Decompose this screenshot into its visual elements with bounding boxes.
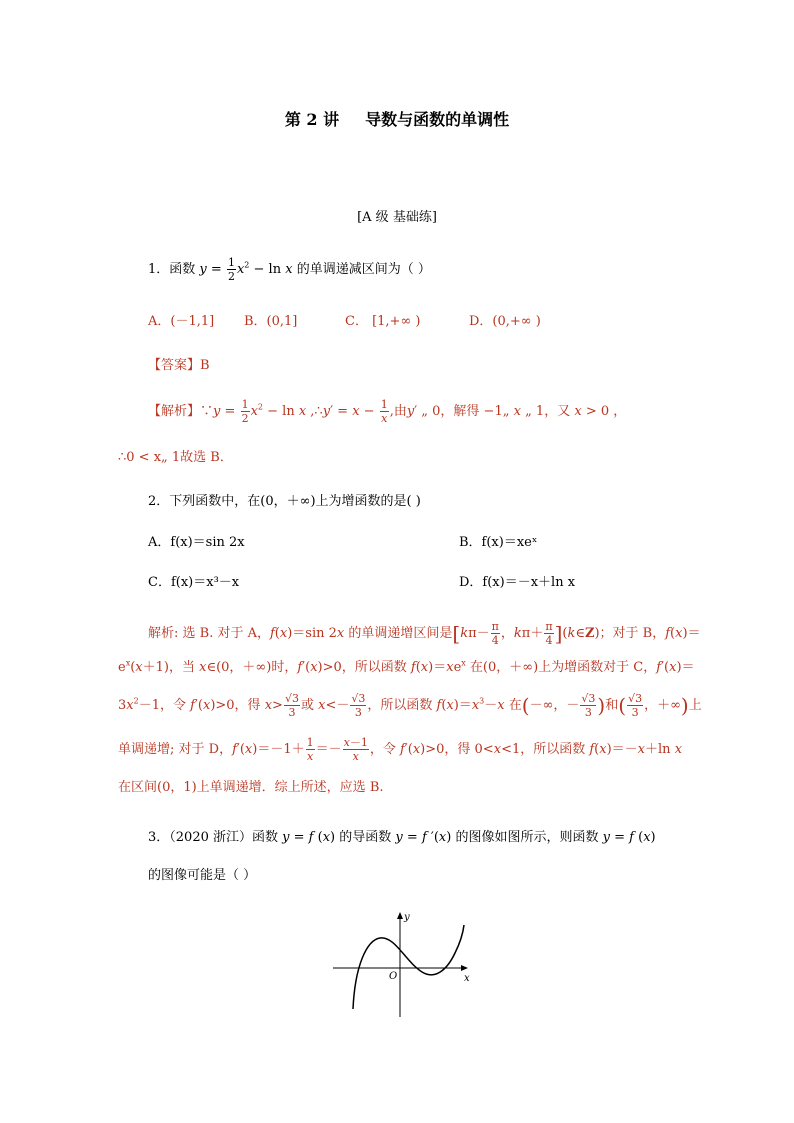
page-title	[0, 107, 794, 130]
q1-option-c: C． [1,+∞ )	[345, 314, 421, 329]
q3-stem-line1: 3．（2020 浙江）函数 y = f (x) 的导函数 y = f ′(x) 的图像如图所示，则函数 y = f (x)	[148, 830, 656, 845]
y-axis-arrow	[397, 912, 403, 919]
q2-explanation-line5: 在区间(0，1)上单调递增．综上所述，应选 B.	[118, 780, 384, 795]
q1-stem: 1．函数 y = $\frac{1}{2}$ $x^2 - \ln x$ 的单调递减区间为（ ）	[148, 256, 431, 283]
q2-explanation-line3: $3x^2-1$，令 f′(x)>0，得 x> $\frac{√3}{3}$ 或 x<－ $\frac{√3}{3}$ ，所以函数 $f(x)=x^3-x$ 在(－∞，－ $\frac{√3}{3}$ )和( $\frac{√3}{3}$ ，＋∞)上	[118, 692, 702, 719]
q2-option-a: A．f(x)＝sin 2x	[148, 535, 245, 550]
section-heading: [A 级 基础练]	[357, 210, 437, 225]
derivative-graph	[325, 905, 475, 1025]
q2-explanation-line2: $e^x(x+1)$，当 x∈(0，＋∞)时，f′(x)>0，所以函数 $f(x)=xe^x$ 在(0，＋∞)上为增函数对于 C，f′(x)＝	[118, 658, 695, 675]
lecture-topic: 导数与函数的单调性	[365, 110, 510, 129]
lecture-number: 第 2 讲	[284, 110, 340, 129]
q2-stem: 2．下列函数中，在(0，＋∞)上为增函数的是( )	[148, 494, 421, 509]
graph-origin-label: O	[389, 971, 398, 982]
q1-answer: 【答案】B	[148, 358, 210, 373]
q3-stem-post: 的图像如图所示，则函数	[455, 830, 599, 845]
q1-explanation-label: 【解析】	[148, 404, 201, 419]
q2-explanation-line1: 解析: 选 B. 对于 A，f(x)＝sin 2x 的单调递增区间是[kπ－ $\frac{\pi}{4}$ ，kπ＋ $\frac{\pi}{4}$ ](k∈Z)；对于 B，f(x)＝	[148, 620, 701, 647]
graph-x-label: x	[464, 973, 470, 984]
derivative-curve	[353, 925, 464, 1009]
graph-y-label: y	[404, 912, 410, 923]
q2-explanation-line4: 单调递增; 对于 D，f′(x)＝－1＋ $\frac{1}{x}$ ＝－ $\frac{x-1}{x}$ ，令 f′(x)>0，得 0<x<1，所以函数 f(x)＝－x＋ln x	[118, 736, 683, 763]
x-axis-arrow	[461, 965, 468, 971]
q1-explanation-line2: ∴0 < x„ 1故选 B．	[118, 450, 233, 465]
q2-option-b: B．f(x)＝xeˣ	[459, 535, 538, 550]
q1-option-a: A．(－1,1]	[148, 314, 215, 329]
q3-stem-mid: 的导函数	[339, 830, 392, 845]
q1-option-d: D．(0,+∞ )	[469, 314, 541, 329]
q1-explanation-line1: 【解析】∵y = $\frac{1}{2}$ $x^2 - \ln x$ ,∴y′ = x − $\frac{1}{x}$ ,由y′ „ 0，解得 −1„ x „ 1，又 x > 0 ，	[148, 398, 627, 425]
q1-stem-suffix: 的单调递减区间为（ ）	[296, 262, 431, 277]
q3-stem-prefix: 3．（2020 浙江）函数	[148, 830, 278, 845]
q1-stem-prefix: 1．函数	[148, 262, 196, 277]
q2-option-d: D．f(x)＝－x＋ln x	[459, 575, 576, 590]
q1-option-b: B．(0,1]	[244, 314, 298, 329]
q3-stem-line2: 的图像可能是（ ）	[148, 868, 257, 883]
q2-option-c: C．f(x)＝x³－x	[148, 575, 240, 590]
